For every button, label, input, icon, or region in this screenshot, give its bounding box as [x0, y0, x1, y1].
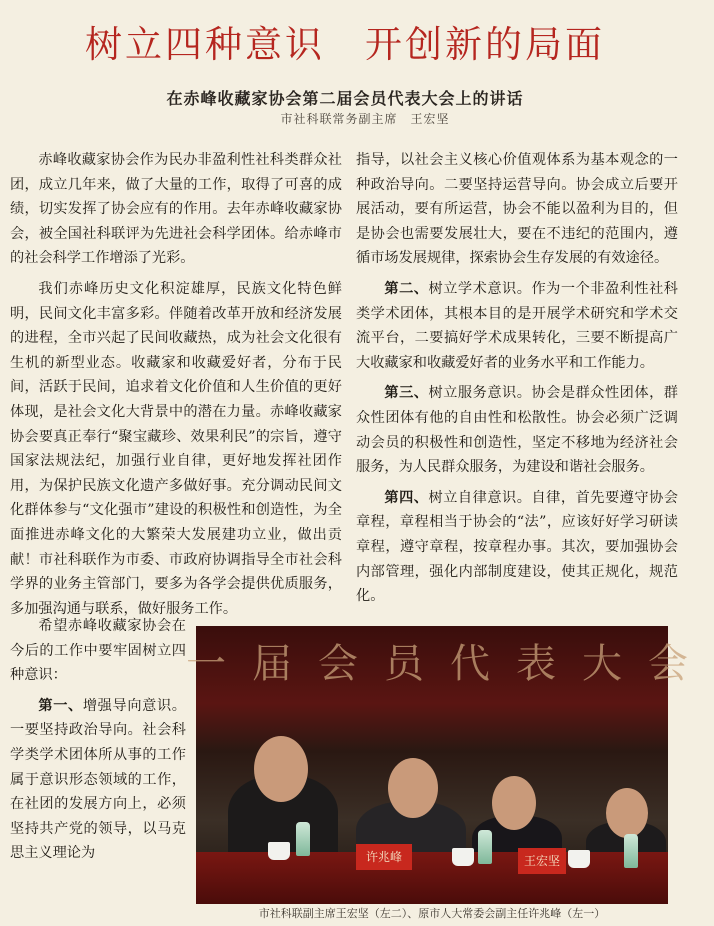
- paragraph: [356, 381, 678, 479]
- paragraph: [356, 486, 678, 609]
- conference-table: [196, 852, 668, 904]
- tea-cup: [452, 848, 474, 866]
- water-bottle: [296, 822, 310, 856]
- paragraph-text: 树立学术意识。作为一个非盈利性社科类学术团体，其根本目的是开展学术研究和学术交流平台，二要搞好学术成果转化，三要不断提高广大收藏家和收藏爱好者的业务水平和工作能力。: [356, 280, 678, 371]
- paragraph: 指导，以社会主义核心价值观体系为基本观念的一种政治导向。二要坚持运营导向。协会成立后要开展活动，要有所运营，协会不能以盈利为目的，但是协会也需要发展壮大，要在不违纪的范围内，遵循市场发展规律，探索协会生存发展的有效途径。: [356, 152, 678, 267]
- paragraph: 希望赤峰收藏家协会在今后的工作中要牢固树立四种意识：: [10, 618, 186, 684]
- paragraph: [356, 277, 678, 375]
- person-head: [492, 776, 536, 830]
- author-byline: 市社科联常务副主席 王宏坚: [280, 112, 450, 126]
- body-column-right: [356, 148, 678, 615]
- paragraph: 赤峰收藏家协会作为民办非盈利性社科类群众社团，成立几年来，做了大量的工作，取得了可喜的成绩，切实发挥了协会应有的作用。去年赤峰收藏家协会，被全国社科联评为先进社会科学团体。给赤峰市的社会科学工作增添了光彩。: [10, 152, 342, 267]
- article-subtitle: 在赤峰收藏家协会第二届会员代表大会上的讲话: [166, 89, 524, 108]
- water-bottle: [624, 834, 638, 868]
- point-lead: 第一、: [38, 697, 83, 714]
- paragraph-text: 树立自律意识。自律，首先要遵守协会章程，章程相当于协会的“法”，应该好好学习研读章程，遵守章程，按章程办事。其次，要加强协会内部管理，强化内部制度建设，使其正规化，规范化。: [356, 489, 678, 605]
- photo-caption: 市社科联副主席王宏坚（左二）、原市人大常委会副主任许兆峰（左一）: [258, 907, 606, 920]
- point-lead: 第四、: [384, 489, 429, 506]
- water-bottle: [478, 830, 492, 864]
- person-head: [606, 788, 648, 838]
- photo-banner: 一届会员代表大会: [186, 641, 714, 687]
- paragraph-text: 增强导向意识。一要坚持政治导向。社会科学类学术团体所从事的工作属于意识形态领域的工作，在社团的发展方向上，必须坚持共产党的领导，以马克思主义理论为: [10, 697, 186, 862]
- meeting-photo: [186, 626, 714, 904]
- point-lead: 第二、: [384, 280, 429, 297]
- article-title: 树立四种意识 开创新的局面: [85, 23, 605, 66]
- tea-cup: [268, 842, 290, 860]
- nameplate: 许兆峰: [356, 844, 412, 870]
- paragraph: 我们赤峰历史文化积淀雄厚，民族文化特色鲜明，民间文化丰富多彩。伴随着改革开放和经济发展的进程，全市兴起了民间收藏热，成为社会文化很有生机的新型业态。收藏家和收藏爱好者，分布于民间，活跃于民间，追求着文化价值和人生价值的更好体现，是社会文化大背景中的潜在力量。赤峰收藏家协会要真正奉行“聚宝藏珍、效果利民”的宗旨，遵守国家法规法纪，加强行业自律，更好地发挥社团作用，为保护民族文化遗产多做好事。充分调动民间文化群体参与“文化强市”建设的积极性和创造性，为全面推进赤峰文化的大繁荣大发展建功立业，做出贡献！市社科联作为市委、市政府协调指导全市社会科学界的业务主管部门，要多为各学会提供优质服务，多加强沟通与联系，做好服务工作。: [10, 280, 342, 617]
- body-column-left: [10, 148, 342, 627]
- paragraph: [10, 694, 186, 866]
- body-column-left-narrow: [10, 614, 186, 872]
- person-head: [388, 758, 438, 818]
- nameplate: 王宏坚: [518, 848, 566, 874]
- point-lead: 第三、: [384, 385, 429, 402]
- paragraph-text: 树立服务意识。协会是群众性团体，群众性团体有他的自由性和松散性。协会必须广泛调动会员的积极性和创造性，坚定不移地为经济社会服务，为人民群众服务，为建设和谐社会服务。: [356, 385, 678, 476]
- tea-cup: [568, 850, 590, 868]
- person-head: [254, 736, 308, 802]
